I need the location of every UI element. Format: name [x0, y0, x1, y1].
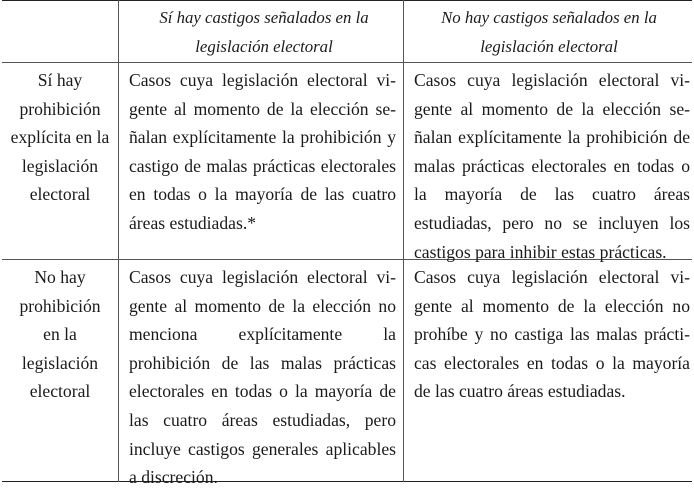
comparison-table [2, 0, 692, 488]
row-label-no-prohibition: No hay prohibición en la legislación electoral [19, 267, 101, 402]
row-label-prohibition: Sí hay prohibición explícita en la legislación electoral [10, 70, 110, 205]
header-rule [2, 62, 692, 63]
table-top-rule [2, 0, 692, 1]
cell-prohibition-with-punishments: Casos cuya legislación electoral vigente al momento de la elección señalan explícitamente la prohibición y castigo de malas prácticas electorales en todas o la mayoría de las cuatro áreas estudiadas.* [129, 70, 396, 233]
cell-no-prohibition-without-punishments: Casos cuya legislación electoral vigente al momento de la elección no prohíbe y no castiga las malas prácticas electorales en todas o la mayoría de las cuatro áreas estudiadas. [414, 267, 690, 402]
column-divider-1 [118, 0, 119, 482]
column-divider-2 [403, 0, 404, 482]
cell-no-prohibition-with-punishments: Casos cuya legislación electoral vigente al momento de la elección no menciona explícitamente la prohibición de las malas prácticas electorales en todas o la mayoría de las cuatro áreas estudiadas, pero incluye castigos generales aplicables a discreción. [129, 267, 396, 488]
cell-prohibition-without-punishments: Casos cuya legislación electoral vigente al momento de la elección señalan explícitamente la prohibición de malas prácticas electorales en todas o la mayoría de las cuatro áreas estudiadas, pero no se incluyen los castigos para inhibir estas prácticas. [414, 70, 690, 262]
header-without-punishments: No hay castigos señalados en la legislación electoral [441, 8, 657, 56]
header-with-punishments: Sí hay castigos señalados en la legislación electoral [159, 8, 369, 56]
